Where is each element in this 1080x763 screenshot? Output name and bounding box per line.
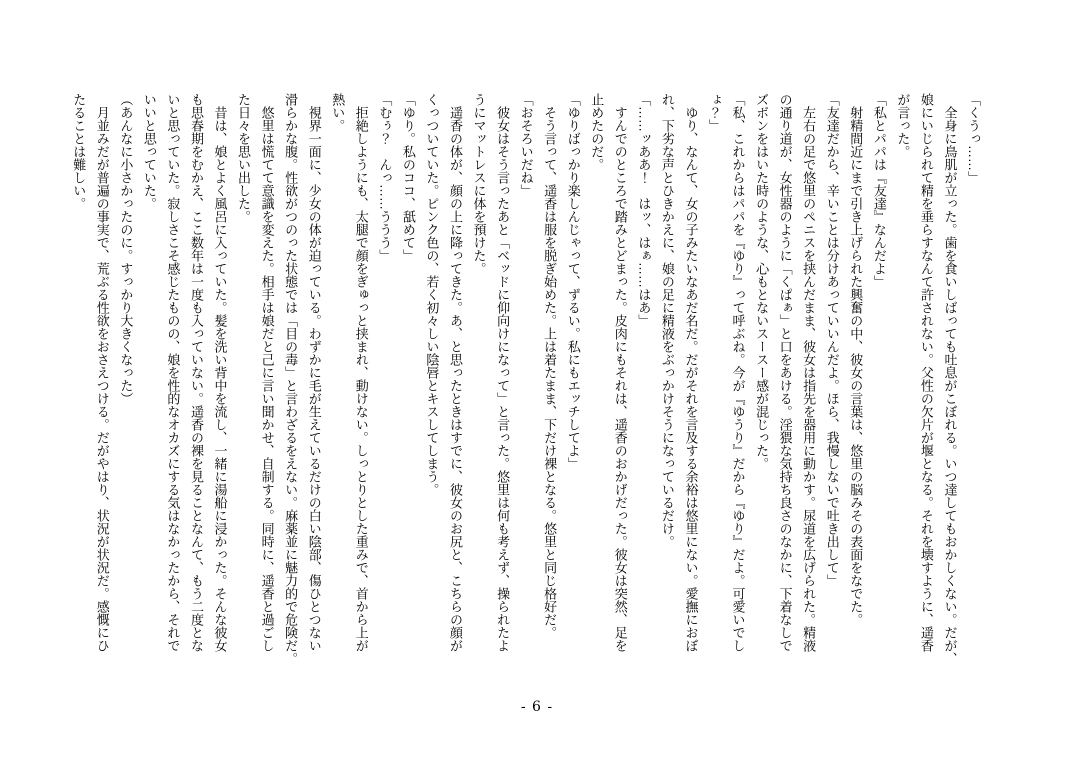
text-line: ょ？」 [706,93,722,132]
text-line: ゆり、なんて、女の子みたいなあだ名だ。だがそれを言及する余裕は悠里にない。愛撫におぼ [683,106,699,652]
text-line: 「おそろいだね」 [518,93,534,197]
text-line: 射精間近にまで引き上げられた興奮の中、彼女の言葉は、悠里の脳みその表面をなでた。 [848,106,864,626]
text-line: 「ゆり。私のココ、舐めて」 [400,93,416,262]
text-line: の通り道が、女性器のように「くぱぁ」と口をあける。淫猥な気持ち良さのなかに、下着なしで [777,93,793,652]
text-line: が言った。 [895,93,911,158]
text-line: 「……ッああ！ はッ、はぁ……はあ」 [636,93,652,327]
text-line: 月並みだが普遍の事実で、荒ぶる性欲をおさえつける。だがやはり、状況が状況だ。感慨にひ [94,106,110,652]
text-line: 滑らかな腹。性欲がつのった状態では「目の毒」と言わざるをえない。麻薬並に魅力的で危険だ。 [283,93,299,665]
text-line: 「むぅ？ んっ……ううう」 [377,93,393,262]
text-line: たることは難しい。 [71,93,87,210]
text-line: 左右の足で悠里のペニスを挟んだまま、彼女は指先を器用に動かす。尿道を広げられた。精液 [801,106,817,652]
text-line: た日々を思い出した。 [236,93,252,223]
text-line: 止めたのだ。 [589,93,605,171]
text-line: いいと思っていた。 [141,93,157,210]
page-number: - 6 - [520,699,554,715]
text-line: 全身に鳥肌が立った。歯を食いしばっても吐息がこぼれる。いつ達してもおかしくない。だが、 [942,106,958,665]
text-line: も思春期をむかえ、ここ数年は一度も入っていない。遥香の裸を見ることなんて、もう二度とな [188,93,204,652]
text-line: 拒絶しようにも、太腿で顔をぎゅっと挟まれ、動けない。しっとりとした重みで、首から上が [353,106,369,652]
text-line: くっついていた。ピンク色の、若く初々しい陰唇とキスしてしまう。 [424,93,440,496]
text-line: 悠里は慌てて意識を変えた。相手は娘だと己に言い聞かせ、自制する。同時に、遥香と過ごし [259,106,275,652]
text-line: 昔は、娘とよく風呂に入っていた。髪を洗い背中を流し、一緒に湯船に浸かった。そんな彼女 [212,106,228,652]
text-line: 「友達だから、辛いことは分けあっていいんだよ。ほら、我慢しないで吐き出して」 [824,93,840,587]
text-line: うにマットレスに体を預けた。 [471,93,487,275]
text-line: ズボンをはいた時のような、心もとないスースー感が混じった。 [754,93,770,470]
text-line: れ、下劣な声とひきかえに、娘の足に精液をぶっかけそうになっているだけ。 [659,93,675,548]
text-line: 娘にいじられて精を垂らすなんて許されない。父性の欠片が堰となる。それを壊すように、遥香 [918,93,934,652]
text-line: （あんなに小さかったのに。すっかり大きくなった） [118,93,134,405]
text-block [67,93,985,677]
text-line: 遥香の体が、顔の上に降ってきた。あ、と思ったときはすでに、彼女のお尻と、こちらの顔が [447,106,463,652]
text-line: 「私、これからはパパを『ゆり』って呼ぶね。今が『ゆうり』だから『ゆり』だよ。可愛いでし [730,93,746,652]
text-line: 「私とパパは『友達』なんだよ」 [871,93,887,288]
text-line: そう言って、遥香は服を脱ぎ始めた。上は着たまま、下だけ裸となる。悠里と同じ格好だ。 [542,106,558,639]
text-line: 「くうっ……」 [966,93,981,184]
text-line: 彼女はそう言ったあと「ベッドに仰向けになって」と言った。悠里は何も考えず、操られたよ [495,106,511,652]
text-line: 視界一面に、少女の体が迫っている。わずかに毛が生えているだけの白い陰部、傷ひとつない [306,106,322,652]
text-line: 熱い。 [330,93,346,132]
text-line: いと思っていた。寂しさこそ感じたものの、娘を性的なオカズにする気はなかったから、それで [165,93,181,652]
text-line: 「ゆりばっかり楽しんじゃって、ずるい。私にもエッチしてよ」 [565,93,581,470]
text-line: すんでのところで踏みとどまった。皮肉にもそれは、遥香のおかげだった。彼女は突然、足を [612,106,628,652]
